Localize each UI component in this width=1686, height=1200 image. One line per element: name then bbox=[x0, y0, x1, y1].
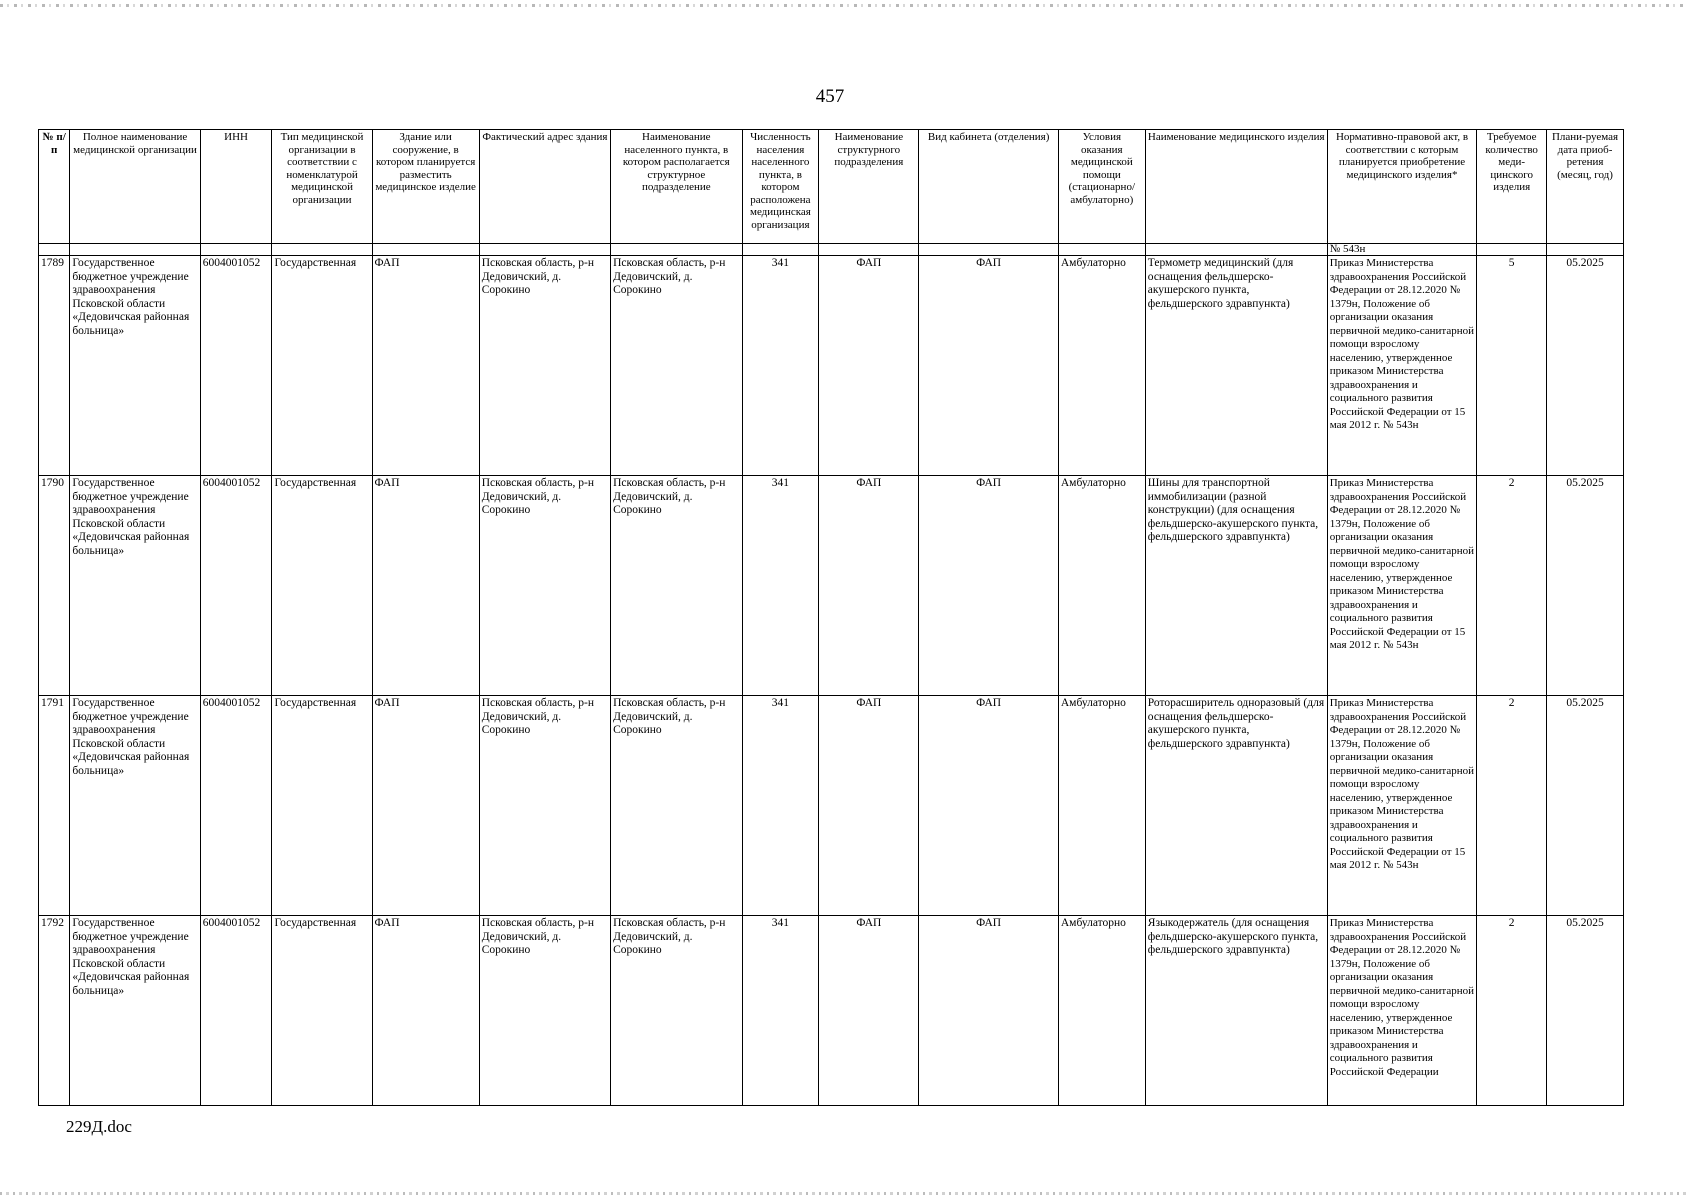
scan-edge-top bbox=[0, 4, 1686, 7]
cell-population: 341 bbox=[742, 916, 819, 1106]
column-header: Тип медицинской организации в соответствии с номенклатурой медицинской организации bbox=[272, 130, 372, 244]
cell-org: Государственное бюджетное учреждение здравоохранения Псковской области «Дедовичская районная больница» bbox=[70, 256, 200, 476]
page-number: 457 bbox=[815, 86, 845, 107]
cell-unit: ФАП bbox=[819, 696, 919, 916]
table-header-row bbox=[39, 130, 1624, 244]
cell-num: 1791 bbox=[39, 696, 70, 916]
cell-unit: ФАП bbox=[819, 916, 919, 1106]
table-row bbox=[39, 696, 1624, 916]
cell-org: Государственное бюджетное учреждение здравоохранения Псковской области «Дедовичская районная больница» bbox=[70, 476, 200, 696]
cell-num: 1792 bbox=[39, 916, 70, 1106]
cell-date: 05.2025 bbox=[1547, 916, 1624, 1106]
cell-act: Приказ Министерства здравоохранения Российской Федерации от 28.12.2020 № 1379н, Положение об организации оказания первичной медико-санитарной помощи взрослому населению, утвержденное приказом Министерства здравоохранения и социального развития Российской Федерации от 15 мая 2012 г. № 543н bbox=[1327, 696, 1477, 916]
cell-inn: 6004001052 bbox=[200, 256, 272, 476]
continuation-cell: № 543н bbox=[1327, 244, 1477, 256]
continuation-row bbox=[39, 244, 1624, 256]
cell-inn: 6004001052 bbox=[200, 696, 272, 916]
cell-date: 05.2025 bbox=[1547, 256, 1624, 476]
cell-cabinet: ФАП bbox=[919, 916, 1058, 1106]
column-header: Численность населения населенного пункта, в котором расположена медицинская организация bbox=[742, 130, 819, 244]
cell-conditions: Амбулаторно bbox=[1058, 476, 1145, 696]
cell-date: 05.2025 bbox=[1547, 696, 1624, 916]
cell-device: Термометр медицинский (для оснащения фельдшерско-акушерского пункта, фельдшерского здравпункта) bbox=[1145, 256, 1327, 476]
cell-building: ФАП bbox=[372, 256, 479, 476]
column-header: Нормативно-правовой акт, в соответствии с которым планируется приобретение медицинского изделия* bbox=[1327, 130, 1477, 244]
cell-cabinet: ФАП bbox=[919, 256, 1058, 476]
cell-quantity: 5 bbox=[1477, 256, 1547, 476]
cell-conditions: Амбулаторно bbox=[1058, 256, 1145, 476]
cell-population: 341 bbox=[742, 256, 819, 476]
footer-filename: 229Д.doc bbox=[66, 1117, 132, 1136]
cell-quantity: 2 bbox=[1477, 696, 1547, 916]
cell-building: ФАП bbox=[372, 476, 479, 696]
cell-address: Псковская область, р-н Дедовичский, д. Сорокино bbox=[479, 916, 610, 1106]
cell-type: Государственная bbox=[272, 476, 372, 696]
cell-inn: 6004001052 bbox=[200, 476, 272, 696]
cell-act: Приказ Министерства здравоохранения Российской Федерации от 28.12.2020 № 1379н, Положение об организации оказания первичной медико-санитарной помощи взрослому населению, утвержденное приказом Министерства здравоохранения и социального развития Российской Федерации от 15 мая 2012 г. № 543н bbox=[1327, 476, 1477, 696]
cell-population: 341 bbox=[742, 476, 819, 696]
scan-edge-bottom bbox=[0, 1192, 1686, 1195]
cell-act: Приказ Министерства здравоохранения Российской Федерации от 28.12.2020 № 1379н, Положение об организации оказания первичной медико-санитарной помощи взрослому населению, утвержденное приказом Министерства здравоохранения и социального развития Российской Федерации bbox=[1327, 916, 1477, 1106]
cell-act: Приказ Министерства здравоохранения Российской Федерации от 28.12.2020 № 1379н, Положение об организации оказания первичной медико-санитарной помощи взрослому населению, утвержденное приказом Министерства здравоохранения и социального развития Российской Федерации от 15 мая 2012 г. № 543н bbox=[1327, 256, 1477, 476]
cell-settlement: Псковская область, р-н Дедовичский, д. Сорокино bbox=[611, 916, 742, 1106]
cell-inn: 6004001052 bbox=[200, 916, 272, 1106]
column-header: Полное наименование медицинской организации bbox=[70, 130, 200, 244]
column-header: № п/п bbox=[39, 130, 70, 244]
cell-settlement: Псковская область, р-н Дедовичский, д. Сорокино bbox=[611, 696, 742, 916]
cell-quantity: 2 bbox=[1477, 916, 1547, 1106]
column-header: Требуемое количество меди-цинского изделия bbox=[1477, 130, 1547, 244]
column-header: Наименование структурного подразделения bbox=[819, 130, 919, 244]
cell-address: Псковская область, р-н Дедовичский, д. Сорокино bbox=[479, 696, 610, 916]
medical-devices-table bbox=[38, 129, 1624, 1106]
cell-type: Государственная bbox=[272, 696, 372, 916]
column-header: Плани-руемая дата приоб-ретения (месяц, год) bbox=[1547, 130, 1624, 244]
cell-org: Государственное бюджетное учреждение здравоохранения Псковской области «Дедовичская районная больница» bbox=[70, 916, 200, 1106]
cell-device: Роторасширитель одноразовый (для оснащения фельдшерско-акушерского пункта, фельдшерского здравпункта) bbox=[1145, 696, 1327, 916]
cell-num: 1790 bbox=[39, 476, 70, 696]
table-row bbox=[39, 476, 1624, 696]
cell-num: 1789 bbox=[39, 256, 70, 476]
column-header: Наименование медицинского изделия bbox=[1145, 130, 1327, 244]
cell-settlement: Псковская область, р-н Дедовичский, д. Сорокино bbox=[611, 476, 742, 696]
column-header: Условия оказания медицинской помощи (стационарно/ амбулаторно) bbox=[1058, 130, 1145, 244]
cell-conditions: Амбулаторно bbox=[1058, 916, 1145, 1106]
column-header: ИНН bbox=[200, 130, 272, 244]
cell-building: ФАП bbox=[372, 696, 479, 916]
cell-building: ФАП bbox=[372, 916, 479, 1106]
table-row bbox=[39, 256, 1624, 476]
cell-unit: ФАП bbox=[819, 256, 919, 476]
column-header: Здание или сооружение, в котором планируется разместить медицинское изделие bbox=[372, 130, 479, 244]
cell-quantity: 2 bbox=[1477, 476, 1547, 696]
table-row bbox=[39, 916, 1624, 1106]
cell-device: Языкодержатель (для оснащения фельдшерско-акушерского пункта, фельдшерского здравпункта) bbox=[1145, 916, 1327, 1106]
cell-population: 341 bbox=[742, 696, 819, 916]
cell-address: Псковская область, р-н Дедовичский, д. Сорокино bbox=[479, 476, 610, 696]
cell-date: 05.2025 bbox=[1547, 476, 1624, 696]
column-header: Вид кабинета (отделения) bbox=[919, 130, 1058, 244]
cell-device: Шины для транспортной иммобилизации (разной конструкции) (для оснащения фельдшерско-акушерского пункта, фельдшерского здравпункта) bbox=[1145, 476, 1327, 696]
cell-conditions: Амбулаторно bbox=[1058, 696, 1145, 916]
cell-cabinet: ФАП bbox=[919, 696, 1058, 916]
cell-cabinet: ФАП bbox=[919, 476, 1058, 696]
cell-address: Псковская область, р-н Дедовичский, д. Сорокино bbox=[479, 256, 610, 476]
cell-type: Государственная bbox=[272, 256, 372, 476]
column-header: Фактический адрес здания bbox=[479, 130, 610, 244]
cell-settlement: Псковская область, р-н Дедовичский, д. Сорокино bbox=[611, 256, 742, 476]
column-header: Наименование населенного пункта, в котором располагается структурное подразделение bbox=[611, 130, 742, 244]
cell-org: Государственное бюджетное учреждение здравоохранения Псковской области «Дедовичская районная больница» bbox=[70, 696, 200, 916]
cell-unit: ФАП bbox=[819, 476, 919, 696]
cell-type: Государственная bbox=[272, 916, 372, 1106]
